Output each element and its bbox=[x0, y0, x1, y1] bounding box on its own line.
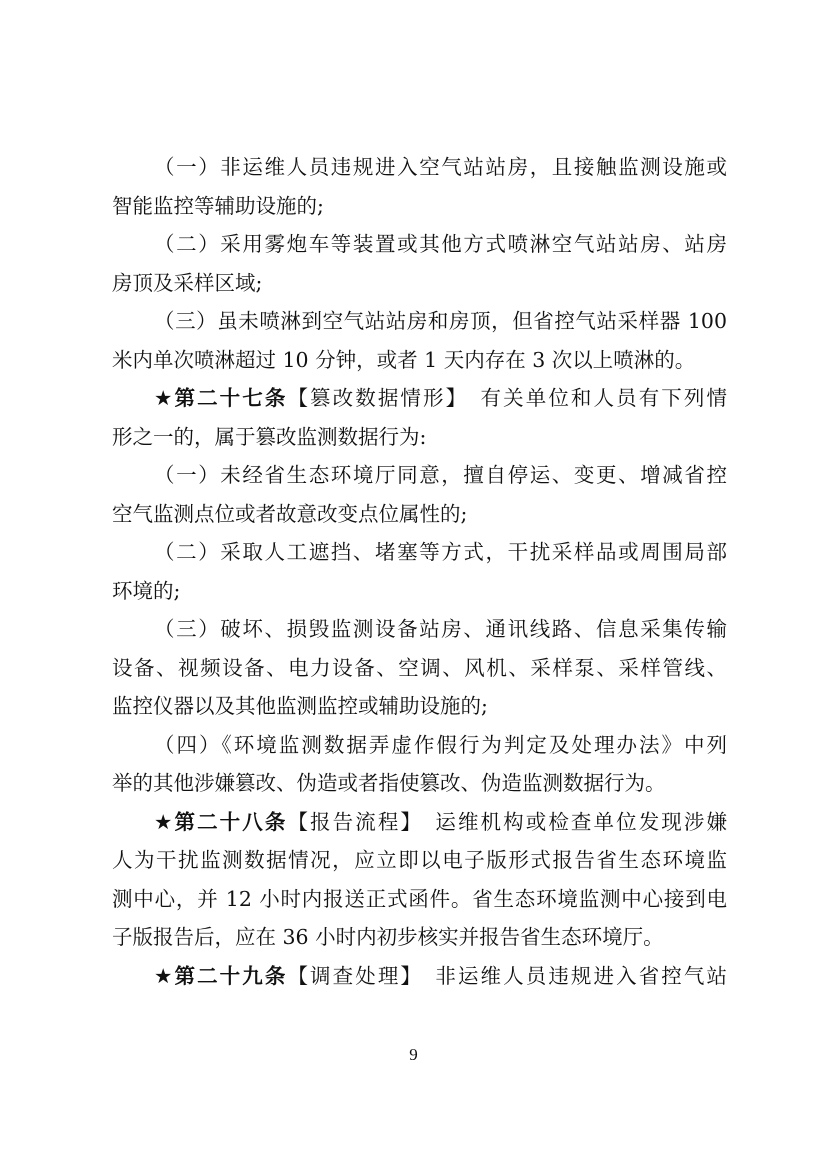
article-heading-line bbox=[112, 803, 727, 842]
text-line bbox=[112, 148, 727, 187]
article-heading-line bbox=[112, 379, 727, 418]
text-line bbox=[112, 572, 727, 611]
line-text: 房顶及采样区域; bbox=[112, 270, 263, 295]
text-line bbox=[112, 302, 727, 341]
text-line bbox=[112, 533, 727, 572]
text-line bbox=[112, 187, 727, 226]
line-text: 举的其他涉嫌篡改、伪造或者指使篡改、伪造监测数据行为。 bbox=[112, 771, 666, 795]
line-text: 人为干扰监测数据情况，应立即以电子版形式报告省生态环境监 bbox=[112, 848, 727, 872]
line-text: 形之一的，属于篡改监测数据行为: bbox=[112, 424, 427, 449]
line-text: 环境的; bbox=[112, 578, 181, 603]
line-text: 智能监控等辅助设施的; bbox=[112, 193, 324, 218]
text-line bbox=[112, 495, 727, 534]
page-number: 9 bbox=[409, 1045, 418, 1064]
text-line bbox=[112, 764, 727, 803]
text-line bbox=[112, 264, 727, 303]
line-text: 设备、视频设备、电力设备、空调、风机、采样泵、采样管线、 bbox=[112, 655, 727, 680]
document-body bbox=[112, 148, 727, 995]
text-line bbox=[112, 456, 727, 495]
text-line bbox=[112, 687, 727, 726]
line-text: （三）破坏、损毁监测设备站房、通讯线路、信息采集传输 bbox=[154, 617, 727, 641]
text-line bbox=[112, 341, 727, 380]
text-line bbox=[112, 225, 727, 264]
text-line bbox=[112, 880, 727, 919]
article-number: ★第二十八条 bbox=[154, 809, 288, 834]
line-text: 米内单次喷淋超过 10 分钟，或者 1 天内存在 3 次以上喷淋的。 bbox=[112, 347, 696, 372]
line-text: （一）未经省生态环境厅同意，擅自停运、变更、增减省控 bbox=[154, 463, 727, 487]
text-line bbox=[112, 726, 727, 765]
line-text: 【报告流程】 运维机构或检查单位发现涉嫌 bbox=[287, 809, 727, 834]
line-text: （一）非运维人员违规进入空气站站房，且接触监测设施或 bbox=[154, 155, 727, 179]
text-line bbox=[112, 918, 727, 957]
line-text: 【篡改数据情形】 有关单位和人员有下列情 bbox=[287, 386, 727, 410]
line-text: 监控仪器以及其他监测监控或辅助设施的; bbox=[112, 694, 488, 718]
line-text: 子版报告后，应在 36 小时内初步核实并报告省生态环境厅。 bbox=[112, 925, 664, 949]
line-text: 空气监测点位或者故意改变点位属性的; bbox=[112, 501, 468, 526]
text-line bbox=[112, 841, 727, 880]
line-text: （二）采取人工遮挡、堵塞等方式，干扰采样品或周围局部 bbox=[154, 540, 727, 564]
line-text: 【调查处理】 非运维人员违规进入省控气站 bbox=[287, 963, 727, 988]
text-line bbox=[112, 649, 727, 688]
line-text: （三）虽未喷淋到空气站站房和房顶，但省控气站采样器 100 bbox=[154, 309, 727, 333]
line-text: （四）《环境监测数据弄虚作假行为判定及处理办法》中列 bbox=[154, 732, 727, 757]
line-text: 测中心，并 12 小时内报送正式函件。省生态环境监测中心接到电 bbox=[112, 886, 727, 911]
article-number: ★第二十七条 bbox=[154, 386, 288, 410]
text-line bbox=[112, 610, 727, 649]
text-line bbox=[112, 418, 727, 457]
line-text: （二）采用雾炮车等装置或其他方式喷淋空气站站房、站房 bbox=[154, 232, 727, 256]
article-heading-line bbox=[112, 957, 727, 996]
article-number: ★第二十九条 bbox=[154, 963, 288, 988]
